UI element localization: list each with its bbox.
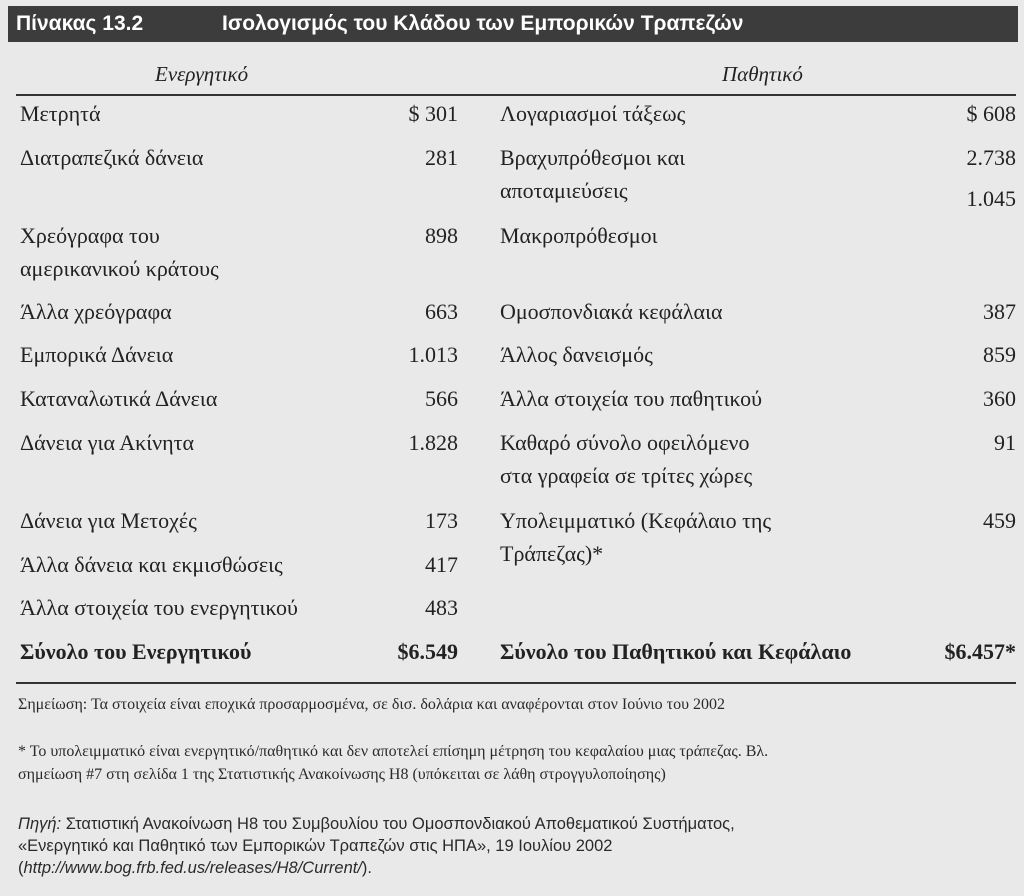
liabilities-header: Παθητικό	[722, 62, 803, 86]
asset-value: 417	[425, 552, 458, 577]
liabilities-total-value: $6.457*	[944, 639, 1016, 664]
table-title: Ισολογισμός του Κλάδου των Εμπορικών Τραπεζών	[222, 12, 744, 35]
liability-label: Άλλος δανεισμός	[500, 342, 653, 367]
liability-label: Καθαρό σύνολο οφειλόμενο	[500, 430, 750, 455]
header-rule	[16, 94, 1016, 96]
asset-value: 1.828	[408, 430, 458, 455]
asset-value: 1.013	[408, 342, 458, 367]
footnote-line2: σημείωση #7 στη σελίδα 1 της Στατιστικής Ανακοίνωσης Η8 (υπόκειται σε λάθη στρογγυλοποίησης)	[18, 766, 666, 783]
source-block	[18, 813, 978, 879]
liability-value: 459	[983, 508, 1016, 533]
liability-value-secondary: 1.045	[966, 186, 1016, 211]
liability-label: Ομοσπονδιακά κεφάλαια	[500, 299, 723, 324]
asset-label: Δάνεια για Μετοχές	[20, 508, 197, 533]
liability-label-line2: Τράπεζας)*	[500, 541, 604, 566]
liability-label: Υπολειμματικό (Κεφάλαιο της	[500, 508, 772, 533]
liability-label-line2: στα γραφεία σε τρίτες χώρες	[500, 463, 753, 488]
source-text-line1: Στατιστική Ανακοίνωση Η8 του Συμβουλίου του Ομοσπονδιακού Αποθεματικού Συστήματος,	[61, 815, 735, 833]
asset-label: Άλλα χρεόγραφα	[20, 299, 172, 324]
asset-label: Εμπορικά Δάνεια	[20, 342, 174, 367]
asset-label: Άλλα δάνεια και εκμισθώσεις	[20, 552, 283, 577]
asset-label-line2: αμερικανικού κράτους	[20, 256, 219, 281]
asset-value: $ 301	[408, 101, 458, 126]
totals-rule	[16, 682, 1016, 684]
liability-value: $ 608	[966, 101, 1016, 126]
assets-header: Ενεργητικό	[155, 62, 249, 86]
source-url-open: (	[18, 859, 24, 877]
asset-value: 483	[425, 595, 458, 620]
assets-total-label: Σύνολο του Ενεργητικού	[20, 639, 252, 664]
footnote-line1: * Το υπολειμματικό είναι ενεργητικό/παθητικό και δεν αποτελεί επίσημη μέτρηση του κεφαλαίου μιας τράπεζας. Βλ.	[18, 743, 769, 760]
asset-label: Άλλα στοιχεία του ενεργητικού	[20, 595, 298, 620]
liability-value: 91	[994, 430, 1016, 455]
assets-total-value: $6.549	[397, 639, 458, 664]
table-number: Πίνακας 13.2	[16, 12, 144, 35]
asset-label: Διατραπεζικά δάνεια	[20, 145, 204, 170]
source-url[interactable]: http://www.bog.frb.fed.us/releases/H8/Current/	[23, 859, 362, 877]
source-text-line2: «Ενεργητικό και Παθητικό των Εμπορικών Τραπεζών στις ΗΠΑ», 19 Ιουλίου 2002	[18, 837, 613, 855]
liability-value: 387	[983, 299, 1016, 324]
liability-value: 859	[983, 342, 1016, 367]
liability-value: 360	[983, 386, 1016, 411]
asset-value: 663	[425, 299, 458, 324]
table-note: Σημείωση: Τα στοιχεία είναι εποχικά προσαρμοσμένα, σε δισ. δολάρια και αναφέρονται στον Ιούνιο του 2002	[18, 696, 725, 713]
asset-label: Μετρητά	[20, 101, 101, 126]
liability-label: Μακροπρόθεσμοι	[500, 223, 658, 248]
asset-value: 281	[425, 145, 458, 170]
liability-label: Βραχυπρόθεσμοι και	[500, 145, 686, 170]
asset-label: Δάνεια για Ακίνητα	[20, 430, 194, 455]
asset-value: 566	[425, 386, 458, 411]
liability-label: Άλλα στοιχεία του παθητικού	[500, 386, 762, 411]
asset-value: 173	[425, 508, 458, 533]
liability-label-line2: αποταμιεύσεις	[500, 178, 628, 203]
table-title-bar	[8, 6, 1018, 42]
asset-value: 898	[425, 223, 458, 248]
asset-label: Καταναλωτικά Δάνεια	[20, 386, 218, 411]
source-url-close: ).	[361, 859, 373, 877]
liabilities-total-label: Σύνολο του Παθητικού και Κεφάλαιο	[500, 639, 852, 664]
liability-label: Λογαριασμοί τάξεως	[500, 101, 686, 126]
liability-value: 2.738	[966, 145, 1016, 170]
source-label: Πηγή:	[18, 815, 62, 833]
asset-label: Χρεόγραφα του	[20, 223, 160, 248]
